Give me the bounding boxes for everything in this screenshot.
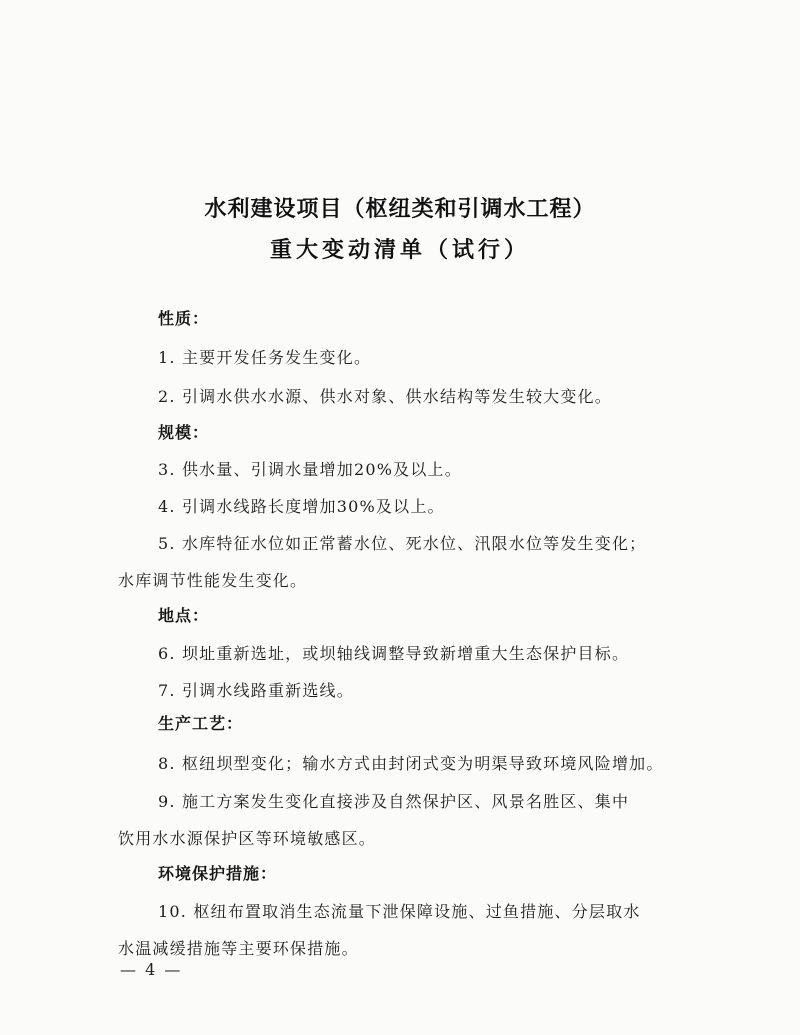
list-item-7: 7. 引调水线路重新选线。 [158,681,354,700]
section-heading-environment: 环境保护措施： [158,864,278,883]
list-item-5-continued: 水库调节性能发生变化。 [118,571,308,590]
section-heading-nature: 性质： [158,309,210,328]
section-heading-process: 生产工艺： [158,714,244,733]
list-item-3: 3. 供水量、引调水量增加20%及以上。 [158,460,462,479]
list-item-6: 6. 坝址重新选址，或坝轴线调整导致新增重大生态保护目标。 [158,644,630,663]
list-item-10-continued: 水温减缓措施等主要环保措施。 [118,939,359,958]
list-item-9-continued: 饮用水水源保护区等环境敏感区。 [118,829,377,848]
list-item-1: 1. 主要开发任务发生变化。 [158,348,372,367]
document-subtitle: 重大变动清单（试行） [269,238,530,263]
list-item-10: 10. 枢纽布置取消生态流量下泄保障设施、过鱼措施、分层取水 [158,902,641,921]
list-item-9: 9. 施工方案发生变化直接涉及自然保护区、风景名胜区、集中 [158,792,630,811]
section-heading-location: 地点： [158,606,210,625]
document-title: 水利建设项目（枢纽类和引调水工程） [204,197,596,222]
list-item-2: 2. 引调水供水水源、供水对象、供水结构等发生较大变化。 [158,387,612,406]
list-item-4: 4. 引调水线路长度增加30%及以上。 [158,497,445,516]
list-item-8: 8. 枢纽坝型变化；输水方式由封闭式变为明渠导致环境风险增加。 [158,754,664,773]
page-number: — 4 — [120,960,183,979]
section-heading-scale: 规模： [158,423,210,442]
list-item-5: 5. 水库特征水位如正常蓄水位、死水位、汛限水位等发生变化； [158,534,647,553]
